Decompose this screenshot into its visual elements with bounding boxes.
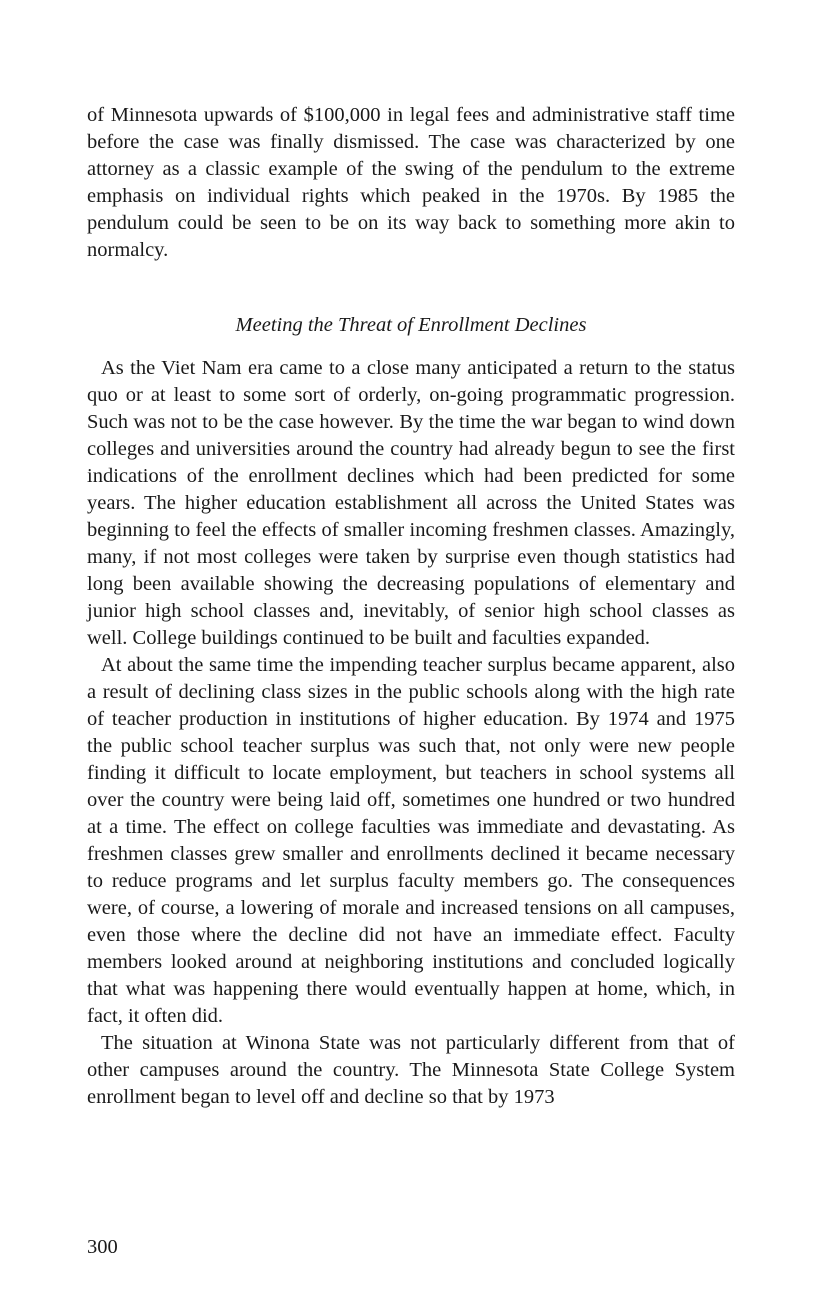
- section-heading: Meeting the Threat of Enrollment Declines: [235, 314, 587, 336]
- paragraph: As the Viet Nam era came to a close many anticipated a return to the status quo or at least to some sort of orderly, on-going programmatic progression. Such was not to be the case however. By the time the war began to wind down colleges and universities around the country had already begun to see the first indications of the enrollment declines which had been predicted for some years. The higher education establishment all across the United States was beginning to feel the effects of smaller incoming freshmen classes. Amazingly, many, if not most colleges were taken by surprise even though statistics had long been available showing the decreasing populations of elementary and junior high school classes and, inevitably, of senior high school classes as well. College buildings continued to be built and faculties expanded.: [87, 357, 735, 649]
- paragraph: The situation at Winona State was not particularly different from that of other campuses around the country. The Minnesota State College System enrollment began to level off and decline so that by 1973: [87, 1032, 735, 1108]
- page-number: 300: [87, 1236, 118, 1258]
- paragraph: At about the same time the impending teacher surplus became apparent, also a result of declining class sizes in the public schools along with the high rate of teacher production in institutions of higher education. By 1974 and 1975 the public school teacher surplus was such that, not only were new people finding it difficult to locate employment, but teachers in school systems all over the country were being laid off, sometimes one hundred or two hundred at a time. The effect on college faculties was immediate and devastating. As freshmen classes grew smaller and enrollments declined it became necessary to reduce programs and let surplus faculty members go. The consequences were, of course, a lowering of morale and increased tensions on all campuses, even those where the decline did not have an immediate effect. Faculty members looked around at neighboring institutions and concluded logically that what was happening there would eventually happen at home, which, in fact, it often did.: [87, 654, 735, 1027]
- body-text: [87, 102, 735, 1111]
- paragraph-continued: of Minnesota upwards of $100,000 in legal fees and administrative staff time before the case was finally dismissed. The case was characterized by one attorney as a classic example of the swing of the pendulum to the extreme emphasis on individual rights which peaked in the 1970s. By 1985 the pendulum could be seen to be on its way back to something more akin to normalcy.: [87, 104, 735, 261]
